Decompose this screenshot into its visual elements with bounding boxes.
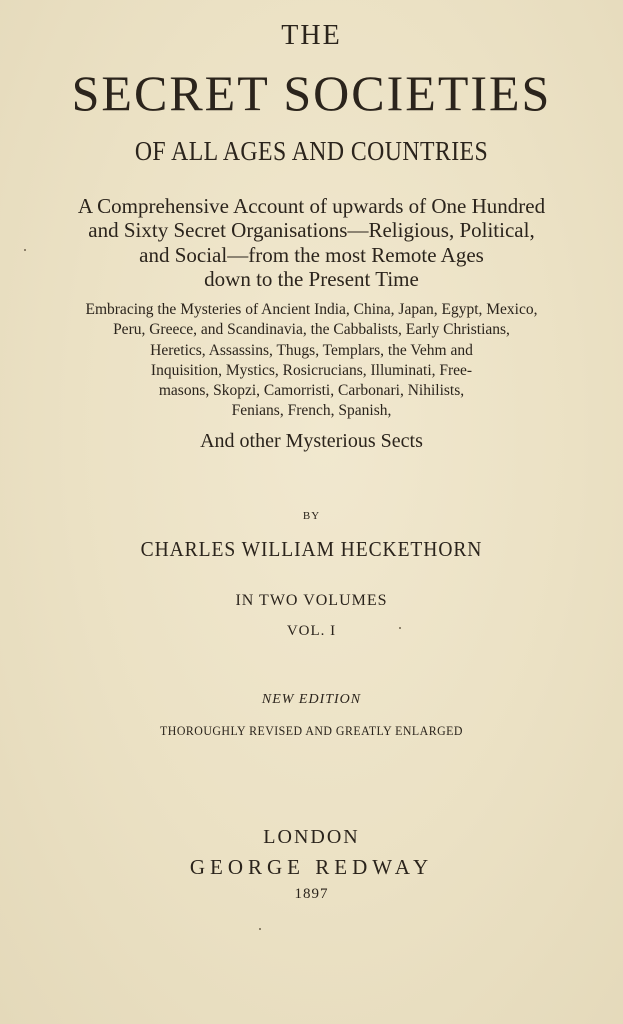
volume-number: VOL. I: [286, 623, 337, 639]
embracing-line-2: Peru, Greece, and Scandinavia, the Cabbalists, Early Christians,: [113, 321, 510, 338]
subtitle: OF ALL AGES AND COUNTRIES: [134, 136, 489, 166]
title-article: THE: [281, 20, 342, 51]
description-line-1: A Comprehensive Account of upwards of One Hundred: [77, 194, 546, 218]
paper-speck: [259, 928, 261, 930]
publisher-city: LONDON: [263, 826, 360, 848]
publisher-name: GEORGE REDWAY: [189, 855, 434, 879]
by-line: BY: [302, 510, 321, 522]
embracing-line-4: Inquisition, Mystics, Rosicrucians, Illuminati, Free-: [150, 362, 473, 379]
embracing-line-5: masons, Skopzi, Camorristi, Carbonari, Nihilists,: [158, 382, 465, 399]
paper-speck: [399, 627, 401, 629]
embracing-line-3: Heretics, Assassins, Thugs, Templars, the Vehm and: [150, 342, 473, 359]
paper-speck: [24, 249, 26, 251]
other-sects-line: And other Mysterious Sects: [200, 430, 423, 452]
description-line-3: and Social—from the most Remote Ages: [139, 243, 484, 267]
description-line-4: down to the Present Time: [204, 267, 419, 291]
publication-year: 1897: [294, 886, 329, 902]
embracing-line-6: Fenians, French, Spanish,: [231, 402, 392, 419]
main-title: SECRET SOCIETIES: [71, 65, 552, 121]
revised-line: THOROUGHLY REVISED AND GREATLY ENLARGED: [160, 724, 463, 738]
author-name: CHARLES WILLIAM HECKETHORN: [140, 537, 483, 561]
embracing-line-1: Embracing the Mysteries of Ancient India, China, Japan, Egypt, Mexico,: [85, 301, 538, 318]
description-line-2: and Sixty Secret Organisations—Religious, Political,: [88, 218, 535, 242]
edition-line: NEW EDITION: [261, 692, 362, 707]
volumes-line: IN TWO VOLUMES: [235, 592, 388, 609]
